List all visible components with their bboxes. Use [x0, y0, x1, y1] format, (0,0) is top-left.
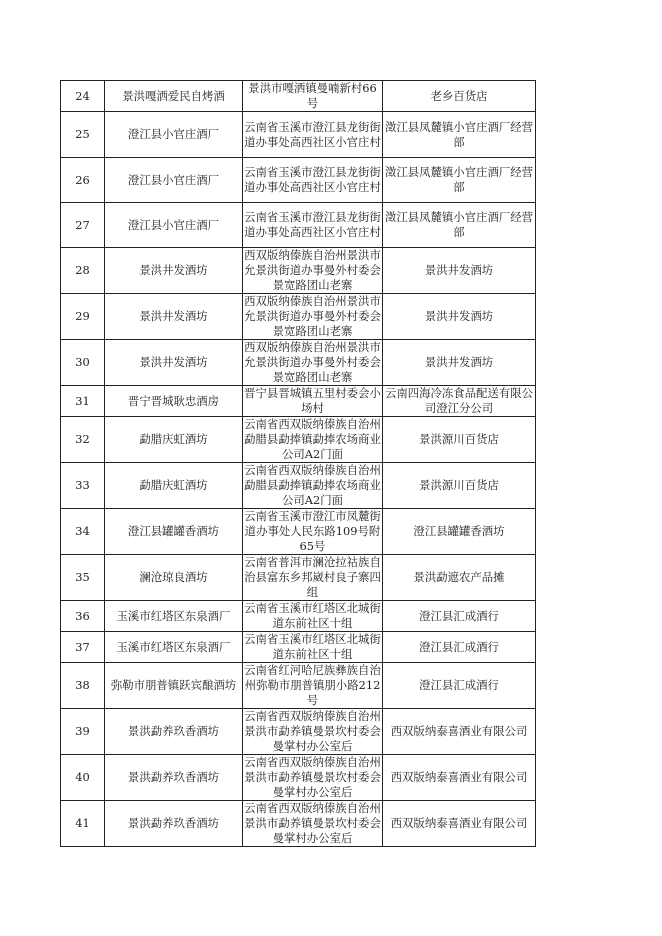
row-number-cell: 35 [61, 555, 105, 601]
row-number-cell: 38 [61, 663, 105, 709]
seller-name-cell: 景洪井发酒坊 [383, 248, 536, 294]
row-number-cell: 25 [61, 112, 105, 158]
table-row [61, 81, 536, 112]
producer-name-cell: 景洪井发酒坊 [105, 294, 243, 340]
producer-address-cell: 云南省玉溪市澄江市凤麓街道办事处人民东路109号附65号 [244, 509, 381, 553]
producer-name-cell: 澜沧琼良酒坊 [105, 555, 243, 601]
row-number-cell: 40 [61, 755, 105, 801]
seller-name-cell: 澂江县凤麓镇小官庄酒厂经营部 [383, 203, 536, 248]
table-body [61, 81, 536, 847]
table-row [61, 340, 536, 386]
producer-name-cell: 澄江县小官庄酒厂 [105, 203, 243, 248]
seller-name-cell: 澄江县罐罐香酒坊 [383, 509, 536, 555]
producer-name-cell: 景洪勐养玖香酒坊 [105, 801, 243, 847]
producer-address-cell: 云南省西双版纳傣族自治州勐腊县勐捧镇勐捧农场商业公司A2门面 [244, 463, 381, 507]
row-number-cell: 28 [61, 248, 105, 294]
producer-address-cell: 云南省玉溪市澄江县龙街街道办事处高西社区小官庄村 [243, 158, 383, 203]
seller-name-cell: 澂江县凤麓镇小官庄酒厂经营部 [383, 112, 536, 158]
row-number-cell: 32 [61, 417, 105, 463]
table-row [61, 112, 536, 158]
table-row [61, 709, 536, 755]
producer-name-cell: 玉溪市红塔区东泉酒厂 [105, 632, 243, 663]
producer-address-cell: 云南省红河哈尼族彝族自治州弥勒市朋普镇朋小路212号 [244, 663, 381, 707]
row-number-cell: 37 [61, 632, 105, 663]
producer-address-cell: 云南省西双版纳傣族自治州景洪市勐养镇曼景坎村委会曼掌村办公室后 [244, 709, 381, 753]
row-number-cell: 26 [61, 158, 105, 203]
seller-name-cell: 西双版纳泰喜酒业有限公司 [383, 801, 536, 847]
producer-address-cell: 西双版纳傣族自治州景洪市允景洪街道办事曼外村委会景宽路团山老寨 [244, 294, 381, 338]
seller-name-cell: 老乡百货店 [383, 81, 536, 112]
table-row [61, 386, 536, 417]
producer-address-cell: 西双版纳傣族自治州景洪市允景洪街道办事曼外村委会景宽路团山老寨 [244, 248, 381, 292]
row-number-cell: 31 [61, 386, 105, 417]
seller-name-cell: 澄江县汇成酒行 [383, 632, 536, 663]
seller-name-cell: 景洪井发酒坊 [383, 294, 536, 340]
producer-address-cell: 云南省玉溪市红塔区北城街道东前社区十组 [244, 601, 381, 630]
row-number-cell: 39 [61, 709, 105, 755]
producer-address-cell: 云南省西双版纳傣族自治州勐腊县勐捧镇勐捧农场商业公司A2门面 [244, 417, 381, 461]
producer-address-cell: 景洪市嘎洒镇曼喃新村66号 [243, 81, 383, 112]
producer-name-cell: 勐腊庆虹酒坊 [105, 417, 243, 463]
seller-name-cell: 云南四海冷冻食品配送有限公司澄江分公司 [383, 386, 536, 417]
row-number-cell: 29 [61, 294, 105, 340]
table-row [61, 755, 536, 801]
producer-name-cell: 勐腊庆虹酒坊 [105, 463, 243, 509]
table-row [61, 158, 536, 203]
table-row [61, 203, 536, 248]
row-number-cell: 41 [61, 801, 105, 847]
producer-address-cell: 云南省玉溪市澄江县龙街街道办事处高西社区小官庄村 [243, 203, 383, 248]
seller-name-cell: 澄江县汇成酒行 [383, 663, 536, 709]
producer-name-cell: 景洪勐养玖香酒坊 [105, 755, 243, 801]
seller-name-cell: 景洪井发酒坊 [383, 340, 536, 386]
table-row [61, 632, 536, 663]
table-row [61, 294, 536, 340]
table-row [61, 663, 536, 709]
seller-name-cell: 西双版纳泰喜酒业有限公司 [383, 755, 536, 801]
row-number-cell: 27 [61, 203, 105, 248]
producer-name-cell: 晋宁晋城耿忠酒房 [105, 386, 243, 417]
producer-name-cell: 景洪勐养玖香酒坊 [105, 709, 243, 755]
producer-name-cell: 景洪嘎洒爱民自烤酒 [105, 81, 243, 112]
seller-name-cell: 西双版纳泰喜酒业有限公司 [383, 709, 536, 755]
row-number-cell: 30 [61, 340, 105, 386]
seller-name-cell: 景洪勐遮农产品摊 [383, 555, 536, 601]
producer-name-cell: 澄江县罐罐香酒坊 [105, 509, 243, 555]
seller-name-cell: 澄江县汇成酒行 [383, 601, 536, 632]
row-number-cell: 24 [61, 81, 105, 112]
row-number-cell: 36 [61, 601, 105, 632]
producer-name-cell: 景洪井发酒坊 [105, 248, 243, 294]
table-row [61, 601, 536, 632]
table-row [61, 509, 536, 555]
table-row [61, 555, 536, 601]
data-table [60, 80, 536, 847]
producer-address-cell: 云南省玉溪市澄江县龙街街道办事处高西社区小官庄村 [243, 112, 383, 158]
seller-name-cell: 景洪源川百货店 [383, 417, 536, 463]
table-row [61, 417, 536, 463]
table-row [61, 801, 536, 847]
table-row [61, 248, 536, 294]
producer-name-cell: 澄江县小官庄酒厂 [105, 112, 243, 158]
producer-address-cell: 云南省普洱市澜沧拉祜族自治县富东乡邦崴村良子寨四组 [244, 555, 381, 599]
seller-name-cell: 景洪源川百货店 [383, 463, 536, 509]
producer-address-cell: 晋宁县晋城镇五里村委会小场村 [244, 386, 381, 415]
row-number-cell: 34 [61, 509, 105, 555]
producer-address-cell: 云南省西双版纳傣族自治州景洪市勐养镇曼景坎村委会曼掌村办公室后 [244, 801, 381, 845]
producer-name-cell: 弥勒市朋普镇跃宾酿酒坊 [105, 663, 243, 709]
seller-name-cell: 澂江县凤麓镇小官庄酒厂经营部 [383, 158, 536, 203]
producer-address-cell: 云南省西双版纳傣族自治州景洪市勐养镇曼景坎村委会曼掌村办公室后 [244, 755, 381, 799]
producer-name-cell: 景洪井发酒坊 [105, 340, 243, 386]
table-row [61, 463, 536, 509]
producer-address-cell: 西双版纳傣族自治州景洪市允景洪街道办事曼外村委会景宽路团山老寨 [244, 340, 381, 384]
producer-address-cell: 云南省玉溪市红塔区北城街道东前社区十组 [244, 632, 381, 661]
producer-name-cell: 澄江县小官庄酒厂 [105, 158, 243, 203]
producer-name-cell: 玉溪市红塔区东泉酒厂 [105, 601, 243, 632]
row-number-cell: 33 [61, 463, 105, 509]
